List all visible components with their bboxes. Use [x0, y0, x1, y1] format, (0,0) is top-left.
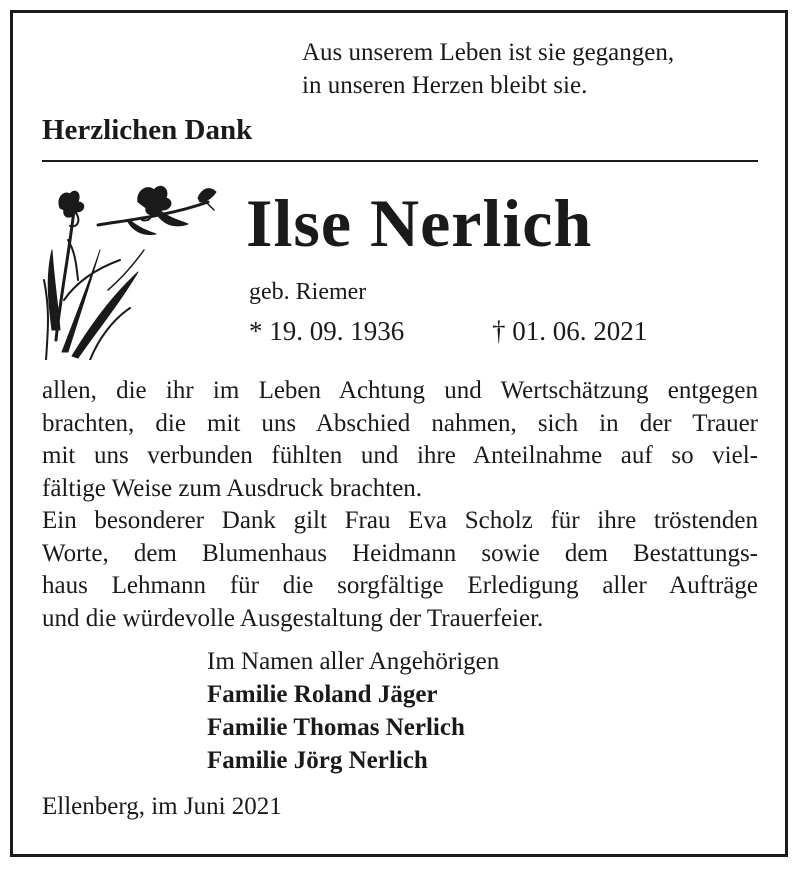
deceased-name: Ilse Nerlich — [246, 185, 593, 261]
signature-intro: Im Namen aller Angehörigen — [207, 648, 500, 675]
motto-line: in unseren Herzen bleibt sie. — [302, 72, 588, 99]
motto-quote — [302, 36, 674, 102]
death-date: † 01. 06. 2021 — [492, 316, 648, 346]
motto-line: Aus unserem Leben ist sie gegangen, — [302, 39, 675, 66]
family-name: Familie Thomas Nerlich — [207, 714, 465, 741]
body-line: fältige Weise zum Ausdruck brachten. — [42, 474, 423, 502]
body-line: und die würdevolle Ausgestaltung der Trauerfeier. — [42, 604, 544, 632]
body-line: Worte, dem Blumenhaus Heidmann sowie dem Bestattungs- — [42, 539, 758, 567]
family-name: Familie Jörg Nerlich — [207, 747, 428, 774]
body-line: allen, die ihr im Leben Achtung und Wertschätzung entgegen — [42, 377, 758, 404]
thanks-body — [42, 375, 758, 635]
birth-date: * 19. 09. 1936 — [249, 316, 405, 346]
body-line: mit uns verbunden fühlten und ihre Anteilnahme auf so viel- — [42, 442, 758, 469]
divider-line — [42, 160, 758, 162]
thanks-heading: Herzlichen Dank — [42, 114, 253, 146]
body-line: Ein besonderer Dank gilt Frau Eva Scholz für ihre tröstenden — [42, 507, 758, 534]
body-line: brachten, die mit uns Abschied nahmen, sich in der Trauer — [42, 409, 758, 437]
signature-block — [207, 645, 499, 777]
maiden-name: geb. Riemer — [249, 279, 367, 305]
iris-flower-icon — [38, 180, 220, 360]
family-name: Familie Roland Jäger — [207, 681, 438, 708]
body-line: haus Lehmann für die sorgfältige Erledigung aller Aufträge — [42, 572, 758, 599]
place-date: Ellenberg, im Juni 2021 — [42, 793, 282, 820]
